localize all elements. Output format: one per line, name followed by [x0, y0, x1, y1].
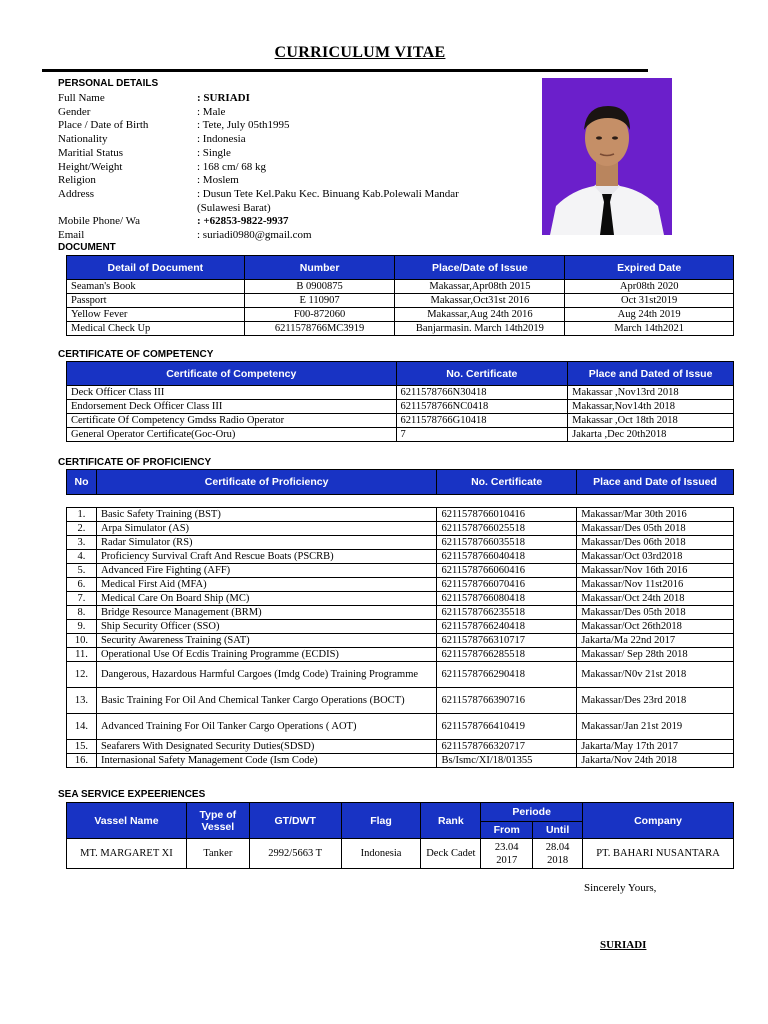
table-cell: 6211578766060416	[437, 564, 577, 578]
table-cell: 6211578766390716	[437, 688, 577, 714]
personal-label: Email	[58, 229, 85, 241]
table-row	[67, 714, 734, 740]
table-cell: Jakarta/Nov 24th 2018	[577, 754, 734, 768]
table-cell: 6211578766035518	[437, 536, 577, 550]
table-cell: Bs/Ismc/XI/18/01355	[437, 754, 577, 768]
table-cell: Makassar/Nov 11st2016	[577, 578, 734, 592]
sea-from: 23.04 2017	[481, 839, 533, 869]
table-cell: Jakarta/Ma 22nd 2017	[577, 634, 734, 648]
closing-text: Sincerely Yours,	[584, 882, 657, 894]
table-cell: Banjarmasin. March 14th2019	[395, 322, 565, 336]
person-photo-icon	[542, 78, 672, 235]
table-row	[67, 606, 734, 620]
sea-gt: 2992/5663 T	[249, 839, 341, 869]
table-cell: 8.	[67, 606, 97, 620]
table-cell: Apr08th 2020	[565, 280, 734, 294]
personal-label: Place / Date of Birth	[58, 119, 149, 132]
cop-header-place-date: Place and Date of Issued	[577, 470, 734, 495]
table-row	[67, 400, 734, 414]
profile-photo	[542, 78, 672, 235]
table-cell: Makassar/Des 06th 2018	[577, 536, 734, 550]
table-row	[67, 386, 734, 400]
table-row	[67, 662, 734, 688]
table-cell: 6211578766310717	[437, 634, 577, 648]
table-cell: E 110907	[244, 294, 395, 308]
table-cell: 4.	[67, 550, 97, 564]
coc-header-place-date: Place and Dated of Issue	[568, 362, 734, 386]
personal-label: Address	[58, 187, 95, 200]
table-cell: Jakarta ,Dec 20th2018	[568, 428, 734, 442]
table-cell: 16.	[67, 754, 97, 768]
coc-header-certificate: Certificate of Competency	[67, 362, 397, 386]
table-row	[67, 508, 734, 522]
personal-label: Religion	[58, 174, 96, 187]
personal-value: : +62853-9822-9937	[197, 215, 289, 228]
personal-details-heading: PERSONAL DETAILS	[58, 78, 159, 89]
sea-header-periode: Periode	[481, 803, 583, 822]
sea-header-company: Company	[583, 803, 734, 839]
personal-value: : Single	[197, 146, 231, 159]
sea-header-until: Until	[533, 822, 583, 839]
table-cell: Makassar,Oct31st 2016	[395, 294, 565, 308]
table-cell: Ship Security Officer (SSO)	[96, 620, 436, 634]
sea-header-vessel: Vassel Name	[67, 803, 187, 839]
table-cell: Oct 31st2019	[565, 294, 734, 308]
table-cell: Dangerous, Hazardous Harmful Cargoes (Imdg Code) Training Programme	[96, 662, 436, 688]
personal-label: Nationality	[58, 133, 108, 146]
table-cell: 11.	[67, 648, 97, 662]
table-cell: Advanced Training For Oil Tanker Cargo Operations ( AOT)	[96, 714, 436, 740]
personal-value: : Dusun Tete Kel.Paku Kec. Binuang Kab.Polewali Mandar	[197, 187, 459, 200]
personal-value: : Tete, July 05th1995	[197, 119, 290, 132]
table-cell: 6211578766320717	[437, 740, 577, 754]
sea-header-rank: Rank	[421, 803, 481, 839]
table-row	[67, 634, 734, 648]
table-row	[67, 550, 734, 564]
cop-header-no: No	[67, 470, 97, 495]
personal-label: Maritial Status	[58, 146, 124, 159]
table-cell: 6211578766285518	[437, 648, 577, 662]
personal-label: Height/Weight	[58, 160, 123, 173]
title-rule	[42, 69, 648, 72]
competency-heading: CERTIFICATE OF COMPETENCY	[58, 349, 214, 360]
table-cell: Arpa Simulator (AS)	[96, 522, 436, 536]
table-cell: 5.	[67, 564, 97, 578]
sea-until: 28.04 2018	[533, 839, 583, 869]
personal-label: Full Name	[58, 92, 105, 104]
table-cell: 6211578766080418	[437, 592, 577, 606]
table-cell: Proficiency Survival Craft And Rescue Boats (PSCRB)	[96, 550, 436, 564]
personal-value: (Sulawesi Barat)	[197, 201, 271, 214]
table-cell: Basic Training For Oil And Chemical Tanker Cargo Operations (BOCT)	[96, 688, 436, 714]
table-cell: Security Awareness Training (SAT)	[96, 634, 436, 648]
personal-label: Mobile Phone/ Wa	[58, 215, 141, 228]
sea-header-from: From	[481, 822, 533, 839]
sea-service-heading: SEA SERVICE EXPEERIENCES	[58, 789, 206, 800]
table-row	[67, 620, 734, 634]
table-cell: 2.	[67, 522, 97, 536]
table-cell: Makassar,Aug 24th 2016	[395, 308, 565, 322]
table-row	[67, 740, 734, 754]
table-cell: 6211578766240418	[437, 620, 577, 634]
table-cell: 1.	[67, 508, 97, 522]
table-cell: Makassar/Des 05th 2018	[577, 522, 734, 536]
table-cell: 9.	[67, 620, 97, 634]
table-cell: Makassar,Apr08th 2015	[395, 280, 565, 294]
table-cell: 6211578766NC0418	[396, 400, 568, 414]
table-cell: 6211578766N30418	[396, 386, 568, 400]
page-title: CURRICULUM VITAE	[274, 44, 446, 61]
table-cell: Internasional Safety Management Code (Ism Code)	[96, 754, 436, 768]
table-cell: Makassar ,Nov13rd 2018	[568, 386, 734, 400]
table-row	[67, 280, 734, 294]
table-cell: Passport	[67, 294, 245, 308]
cop-header-number: No. Certificate	[437, 470, 577, 495]
proficiency-table	[66, 507, 734, 768]
table-cell: Makassar ,Oct 18th 2018	[568, 414, 734, 428]
table-cell: Medical Check Up	[67, 322, 245, 336]
table-cell: Makassar/Jan 21st 2019	[577, 714, 734, 740]
table-cell: Makassar/Oct 03rd2018	[577, 550, 734, 564]
doc-header-place-date: Place/Date of Issue	[395, 256, 565, 280]
document-heading: DOCUMENT	[58, 242, 116, 253]
table-cell: Aug 24th 2019	[565, 308, 734, 322]
doc-header-number: Number	[244, 256, 395, 280]
table-cell: Basic Safety Training (BST)	[96, 508, 436, 522]
proficiency-heading: CERTIFICATE OF PROFICIENCY	[58, 457, 212, 468]
personal-label: Gender	[58, 105, 91, 118]
table-row	[67, 648, 734, 662]
cop-header-certificate: Certificate of Proficiency	[96, 470, 436, 495]
table-cell: 6211578766025518	[437, 522, 577, 536]
table-cell: 6211578766290418	[437, 662, 577, 688]
table-cell: 6211578766410419	[437, 714, 577, 740]
personal-value: : 168 cm/ 68 kg	[197, 160, 267, 173]
table-cell: Bridge Resource Management (BRM)	[96, 606, 436, 620]
table-cell: Medical Care On Board Ship (MC)	[96, 592, 436, 606]
table-cell: Seaman's Book	[67, 280, 245, 294]
sea-header-gt: GT/DWT	[249, 803, 341, 839]
table-cell: 15.	[67, 740, 97, 754]
table-row	[67, 522, 734, 536]
coc-header-number: No. Certificate	[396, 362, 568, 386]
table-row	[67, 578, 734, 592]
personal-value: : Indonesia	[197, 133, 246, 146]
table-cell: March 14th2021	[565, 322, 734, 336]
table-row	[67, 754, 734, 768]
table-cell: 6211578766G10418	[396, 414, 568, 428]
sea-rank: Deck Cadet	[421, 839, 481, 869]
table-row	[67, 308, 734, 322]
table-cell: Makassar/Mar 30th 2016	[577, 508, 734, 522]
sea-vessel: MT. MARGARET XI	[67, 839, 187, 869]
table-row	[67, 688, 734, 714]
table-cell: Certificate Of Competency Gmdss Radio Operator	[67, 414, 397, 428]
table-cell: 14.	[67, 714, 97, 740]
table-cell: 6.	[67, 578, 97, 592]
sea-flag: Indonesia	[341, 839, 421, 869]
table-row	[67, 322, 734, 336]
table-row	[67, 428, 734, 442]
table-cell: 3.	[67, 536, 97, 550]
table-cell: 6211578766MC3919	[244, 322, 395, 336]
personal-value: : suriadi0980@gmail.com	[197, 229, 312, 241]
table-cell: Medical First Aid (MFA)	[96, 578, 436, 592]
table-cell: 13.	[67, 688, 97, 714]
table-cell: Makassar,Nov14th 2018	[568, 400, 734, 414]
table-cell: Makassar/N0v 21st 2018	[577, 662, 734, 688]
table-row	[67, 414, 734, 428]
signature-name: SURIADI	[600, 939, 647, 951]
table-cell: 6211578766010416	[437, 508, 577, 522]
personal-value: : SURIADI	[197, 92, 250, 104]
table-cell: Makassar/Des 23rd 2018	[577, 688, 734, 714]
document-table	[66, 255, 734, 336]
proficiency-header-table	[66, 469, 734, 495]
table-cell: Makassar/ Sep 28th 2018	[577, 648, 734, 662]
table-cell: 7.	[67, 592, 97, 606]
table-cell: Makassar/Des 05th 2018	[577, 606, 734, 620]
sea-service-table	[66, 802, 734, 869]
table-cell: B 0900875	[244, 280, 395, 294]
table-cell: 7	[396, 428, 568, 442]
doc-header-detail: Detail of Document	[67, 256, 245, 280]
sea-type: Tanker	[186, 839, 249, 869]
table-cell: 6211578766070416	[437, 578, 577, 592]
table-row	[67, 564, 734, 578]
table-cell: F00-872060	[244, 308, 395, 322]
table-cell: Jakarta/May 17th 2017	[577, 740, 734, 754]
table-cell: Makassar/Oct 26th2018	[577, 620, 734, 634]
table-row	[67, 592, 734, 606]
table-cell: 6211578766235518	[437, 606, 577, 620]
personal-value: : Male	[197, 105, 226, 118]
table-cell: 10.	[67, 634, 97, 648]
table-cell: Advanced Fire Fighting (AFF)	[96, 564, 436, 578]
table-cell: Makassar/Nov 16th 2016	[577, 564, 734, 578]
table-cell: Seafarers With Designated Security Duties(SDSD)	[96, 740, 436, 754]
sea-header-type: Type of Vessel	[186, 803, 249, 839]
table-cell: Operational Use Of Ecdis Training Programme (ECDIS)	[96, 648, 436, 662]
table-row	[67, 536, 734, 550]
table-cell: Endorsement Deck Officer Class III	[67, 400, 397, 414]
doc-header-expired: Expired Date	[565, 256, 734, 280]
table-cell: General Operator Certificate(Goc-Oru)	[67, 428, 397, 442]
sea-header-flag: Flag	[341, 803, 421, 839]
table-row	[67, 294, 734, 308]
table-cell: Makassar/Oct 24th 2018	[577, 592, 734, 606]
table-cell: 12.	[67, 662, 97, 688]
table-cell: 6211578766040418	[437, 550, 577, 564]
table-cell: Deck Officer Class III	[67, 386, 397, 400]
sea-company: PT. BAHARI NUSANTARA	[583, 839, 734, 869]
personal-value: : Moslem	[197, 174, 239, 187]
table-cell: Yellow Fever	[67, 308, 245, 322]
competency-table	[66, 361, 734, 442]
table-cell: Radar Simulator (RS)	[96, 536, 436, 550]
